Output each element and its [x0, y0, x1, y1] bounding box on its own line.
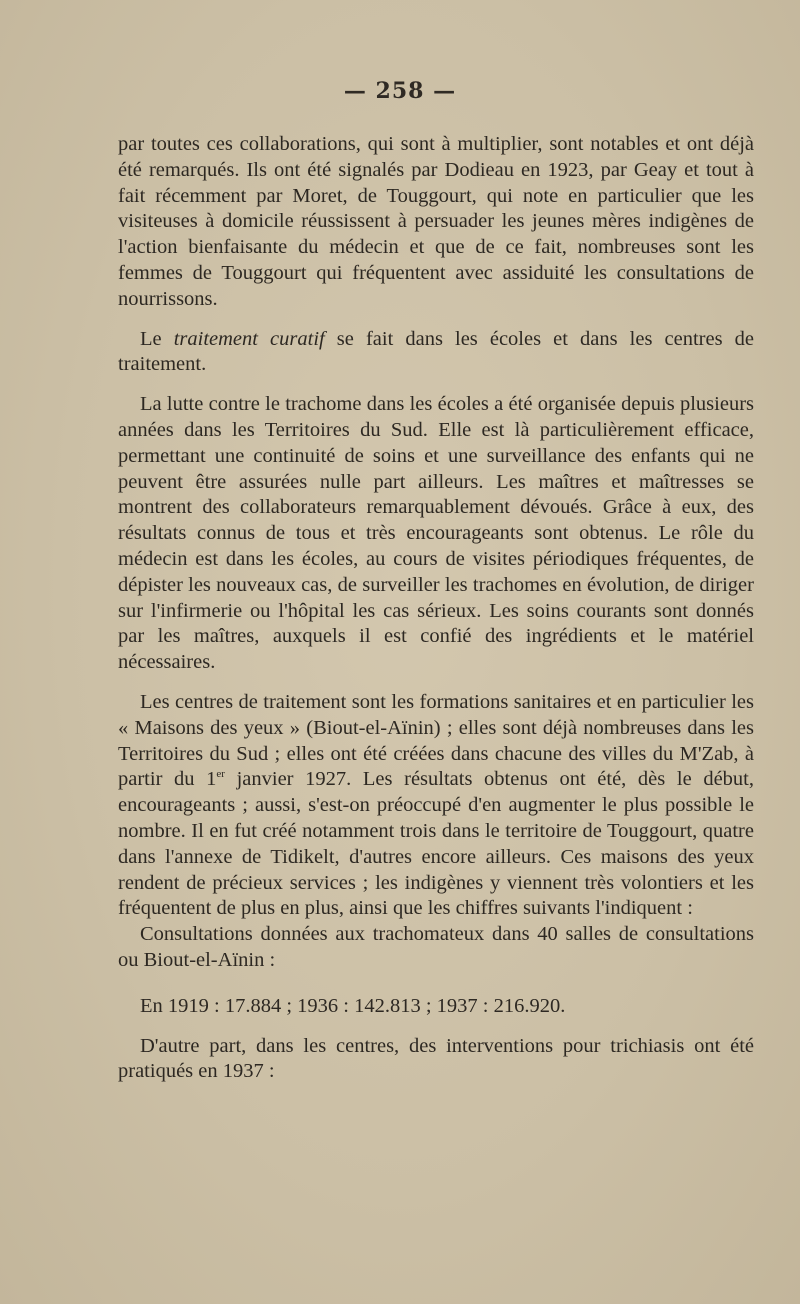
body-text — [118, 132, 754, 1085]
paragraph-2-start: Le — [140, 327, 162, 350]
paragraph-4 — [118, 690, 754, 922]
paragraph-6-figures: En 1919 : 17.884 ; 1936 : 142.813 ; 1937 : 216.920. — [140, 994, 566, 1017]
paragraph-2-italic: traitement curatif — [173, 327, 325, 350]
paragraph-4-end: janvier 1927. Les résultats obtenus ont été, dès le début, encourageants ; aussi, s'est-on préoccupé d'en augmenter le plus possible le nombre. Il en fut créé notamment trois dans le territoire de Touggourt, quatre dans l'annexe de Tidikelt, d'autres encore ailleurs. Ces maisons des yeux rendent de précieux services ; les indigènes y viennent très volontiers et les fréquentent de plus en plus, ainsi que les chiffres suivants l'indiquent : — [118, 768, 754, 920]
paragraph-2 — [118, 327, 754, 379]
paragraph-7: D'autre part, dans les centres, des interventions pour trichiasis ont été pratiqués en 1937 : — [118, 1034, 754, 1083]
paragraph-2-end: se fait dans les écoles et dans les centres de traitement. — [118, 327, 754, 376]
paragraph-5: Consultations données aux trachomateux dans 40 salles de consultations ou Biout-el-Aïnin : — [118, 923, 754, 971]
paragraph-4-superscript: er — [216, 768, 225, 781]
paragraph-3: La lutte contre le trachome dans les écoles a été organisée depuis plusieurs années dans les Territoires du Sud. Elle est là particulièrement efficace, permettant une continuité de soins et une surveillance des enfants qui ne peuvent être assurées nulle part ailleurs. Les maîtres et maîtresses se montrent des collaborateurs remarquablement dévoués. Grâce à eux, des résultats connus de tous et très encourageants sont obtenus. Le rôle du médecin est dans les écoles, au cours de visites périodiques fréquentes, de dépister les nouveaux cas, de surveiller les trachomes en évolution, de diriger sur l'infirmerie ou l'hôpital les cas sérieux. Les soins courants sont donnés par les maîtres, auxquels il est confié des ingrédients et le matériel nécessaires. — [118, 393, 754, 674]
paragraph-1: par toutes ces collaborations, qui sont à multiplier, sont notables et ont déjà été remarqués. Ils ont été signalés par Dodieau en 1923, par Geay et tout à fait récemment par Moret, de Touggourt, qui note en particulier que les visiteuses à domicile réussissent à persuader les jeunes mères indigènes de l'action bienfaisante du médecin et que de ce fait, nombreuses sont les femmes de Touggourt qui fréquentent avec assiduité les consultations de nourrissons. — [118, 133, 754, 310]
paragraph-4-start: Les centres de traitement sont les formations sanitaires et en particulier les « Maisons des yeux » (Biout-el-Aïnin) ; elles sont déjà nombreuses dans les Territoires du Sud ; elles ont été créées dans chacune des villes du M'Zab, à partir du 1 — [118, 690, 754, 791]
page-number: — 258 — — [343, 78, 457, 104]
